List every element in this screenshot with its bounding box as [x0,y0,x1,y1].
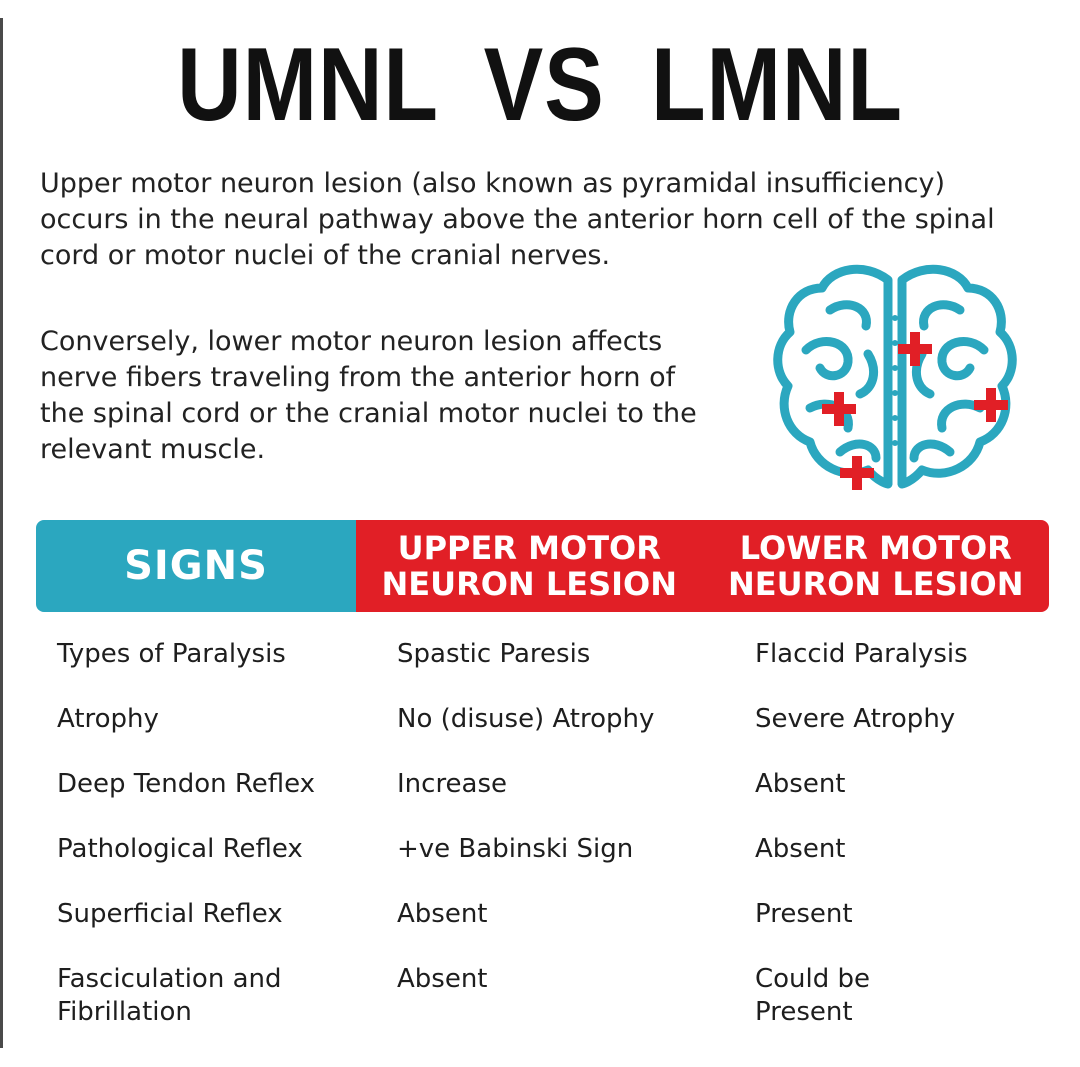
table-row [0,768,1080,833]
header-upper-motor-neuron-lesion [356,520,703,612]
lower-cell: Absent [755,769,846,799]
comparison-table-body [0,638,1080,1028]
table-row [0,703,1080,768]
upper-cell: Spastic Paresis [397,639,591,669]
table-row [0,833,1080,898]
sign-line1: Fasciculation and [57,964,282,994]
sign-cell: Atrophy [57,704,159,734]
lower-line2: Present [755,997,853,1027]
brain-icon [770,258,1020,498]
lower-cell: Flaccid Paralysis [755,639,968,669]
umnl-definition: Upper motor neuron lesion (also known as pyramidal insufficiency) occurs in the neural pathway above the anterior horn cell of the spinal cord or motor nuclei of the cranial nerves. [40,168,995,271]
header-lower-line2: NEURON LESION [727,565,1024,603]
lmnl-definition: Conversely, lower motor neuron lesion affects nerve fibers traveling from the anterior horn of the spinal cord or the cranial motor nuclei to the relevant muscle. [40,326,697,465]
sign-cell: Deep Tendon Reflex [57,769,316,799]
sign-cell: Superficial Reflex [57,899,283,929]
upper-cell: +ve Babinski Sign [397,834,634,864]
lower-line1: Could be [755,964,871,994]
lower-cell: Present [755,899,853,929]
lower-cell: Absent [755,834,846,864]
sign-cell [57,963,377,1029]
lower-cell: Severe Atrophy [755,704,956,734]
table-row [0,898,1080,963]
sign-line2: Fibrillation [57,997,192,1027]
upper-cell: Increase [397,769,508,799]
header-lower-line1: LOWER MOTOR [739,529,1012,567]
header-lower-motor-neuron-lesion [703,520,1050,612]
sign-cell: Pathological Reflex [57,834,303,864]
upper-cell: Absent [397,899,488,929]
table-header [36,520,1049,612]
upper-cell: Absent [397,964,488,994]
table-row [0,638,1080,703]
lower-cell [755,963,1055,1029]
table-row [0,963,1080,1028]
sign-cell: Types of Paralysis [57,639,286,669]
page-title: UMNL VS LMNL [177,27,903,143]
header-upper-line1: UPPER MOTOR [397,529,661,567]
upper-cell: No (disuse) Atrophy [397,704,655,734]
header-upper-line2: NEURON LESION [381,565,678,603]
header-signs: SIGNS [36,520,356,612]
